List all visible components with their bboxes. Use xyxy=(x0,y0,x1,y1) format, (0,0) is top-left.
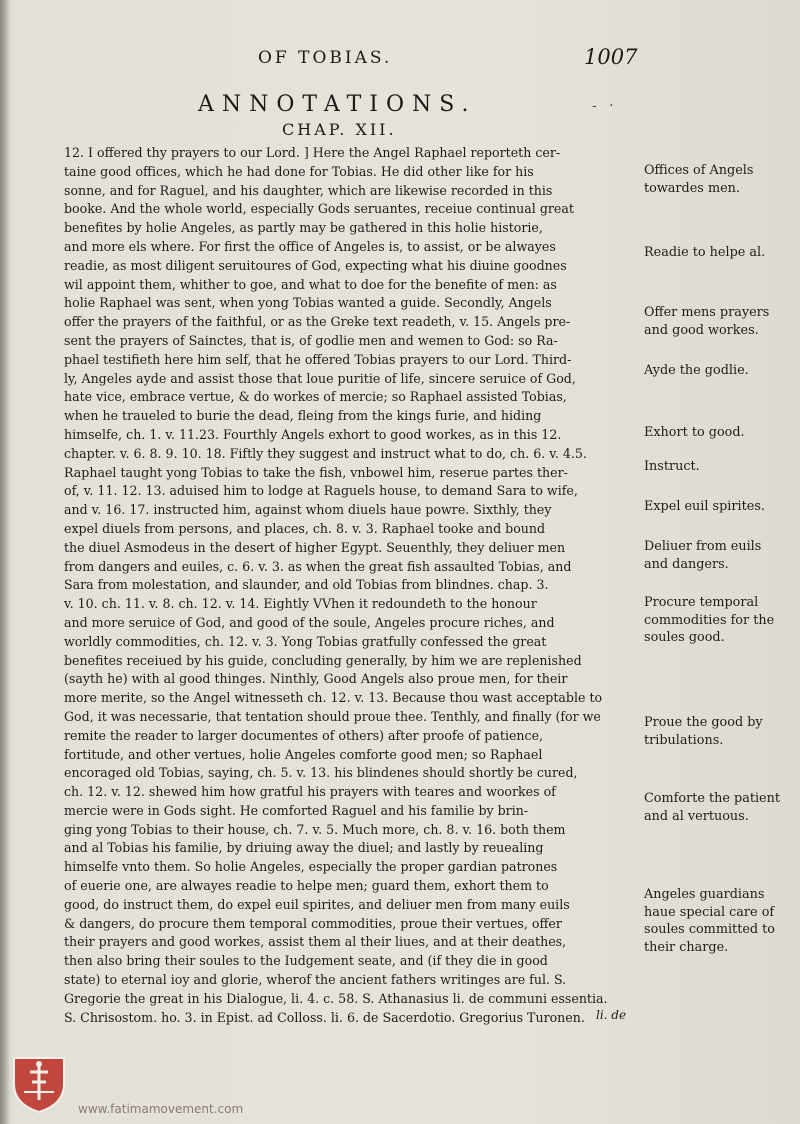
text-line: and more seruice of God, and good of the soule, Angeles procure riches, and xyxy=(64,614,555,630)
text-line: worldly commodities, ch. 12. v. 3. Yong Tobias gratfully confessed the great xyxy=(64,633,547,649)
text-line: their prayers and good workes, assist them al their liues, and at their deathes, xyxy=(64,934,567,950)
text-line: ging yong Tobias to their house, ch. 7. v. 5. Much more, ch. 8. v. 16. both them xyxy=(64,821,566,837)
text-line: Gregorie the great in his Dialogue, li. 4. c. 58. S. Athanasius li. de communi essentia. xyxy=(64,990,608,1006)
text-line: himselfe, ch. 1. v. 11.23. Fourthly Angels exhort to good workes, as in this 12. xyxy=(64,426,562,442)
text-line: Raphael taught yong Tobias to take the fish, vnbowel him, reserue partes ther- xyxy=(64,464,568,480)
text-line: mercie were in Gods sight. He comforted Raguel and his familie by brin- xyxy=(64,802,529,818)
side-note: Procure temporal commodities for the soules good. xyxy=(644,595,775,645)
text-line: and al Tobias his familie, by driuing away the diuel; and lastly by reuealing xyxy=(64,840,544,856)
text-line: chapter. v. 6. 8. 9. 10. 18. Fiftly they suggest and instruct what to do, ch. 6. v. 4.5. xyxy=(64,445,587,461)
text-line: then also bring their soules to the Iudgement seate, and (if they die in good xyxy=(64,953,548,969)
text-line: taine good offices, which he had done for Tobias. He did other like for his xyxy=(64,163,534,179)
page-number: 1007 xyxy=(584,45,638,69)
papal-crest-logo xyxy=(8,1052,70,1114)
side-note: Proue the good by tribulations. xyxy=(644,715,763,748)
text-line: when he traueled to burie the dead, fleing from the kings furie, and hiding xyxy=(64,408,542,424)
text-line: (sayth he) with al good thinges. Ninthly, Good Angels also proue men, for their xyxy=(64,671,568,687)
text-line: fortitude, and other vertues, holie Angeles comforte good men; so Raphael xyxy=(64,746,543,762)
text-line: good, do instruct them, do expel euil spirites, and deliuer men from many euils xyxy=(64,896,570,912)
gutter-shadow xyxy=(0,0,10,1124)
annotations-heading: ANNOTATIONS. xyxy=(198,92,477,117)
chapter-heading: CHAP. XII. xyxy=(282,120,397,139)
text-line: hate vice, embrace vertue, & do workes of mercie; so Raphael assisted Tobias, xyxy=(64,389,567,405)
text-line: the diuel Asmodeus in the desert of higher Egypt. Seuenthly, they deliuer men xyxy=(64,539,566,555)
text-line: sent the prayers of Sainctes, that is, of godlie men and wemen to God: so Ra- xyxy=(64,332,558,348)
text-line: & dangers, do procure them temporal commodities, proue their vertues, offer xyxy=(64,915,562,931)
text-line: remite the reader to larger documentes of others) after proofe of patience, xyxy=(64,727,544,743)
text-line: God, it was necessarie, that tentation should proue thee. Tenthly, and finally (for we xyxy=(64,708,601,724)
side-note: Deliuer from euils and dangers. xyxy=(644,539,762,572)
text-line: more merite, so the Angel witnesseth ch. 12. v. 13. Because thou wast acceptable to xyxy=(64,690,603,706)
text-line: wil appoint them, whither to goe, and what to doe for the benefite of men: as xyxy=(64,276,557,292)
text-line: ch. 12. v. 12. shewed him how gratful his prayers with teares and woorkes of xyxy=(64,784,556,800)
watermark-url[interactable]: www.fatimamovement.com xyxy=(78,1102,244,1116)
text-line: v. 10. ch. 11. v. 8. ch. 12. v. 14. Eightly VVhen it redoundeth to the honour xyxy=(64,596,537,612)
text-line: booke. And the whole world, especially Gods seruantes, receiue continual great xyxy=(64,201,574,217)
text-line: himselfe vnto them. So holie Angeles, especially the proper gardian patrones xyxy=(64,859,558,875)
text-line: expel diuels from persons, and places, ch. 8. v. 3. Raphael tooke and bound xyxy=(64,520,546,536)
text-line: holie Raphael was sent, when yong Tobias wanted a guide. Secondly, Angels xyxy=(64,295,552,311)
text-line: readie, as most diligent seruitoures of God, expecting what his diuine goodnes xyxy=(64,257,567,273)
text-line: phael testifieth here him self, that he offered Tobias prayers to our Lord. Third- xyxy=(64,351,572,367)
text-line: from dangers and euiles, c. 6. v. 3. as when the great fish assaulted Tobias, and xyxy=(64,558,572,574)
text-line: of, v. 11. 12. 13. aduised him to lodge at Raguels house, to demand Sara to wife, xyxy=(64,483,578,499)
text-line: 12. I offered thy prayers to our Lord. ] Here the Angel Raphael reporteth cer- xyxy=(64,145,561,160)
text-line: encoraged old Tobias, saying, ch. 5. v. 13. his blindenes should shortly be cured, xyxy=(64,765,578,781)
text-line: Sara from molestation, and slaunder, and old Tobias from blindnes. chap. 3. xyxy=(64,577,549,593)
side-note: Offices of Angels towardes men. xyxy=(644,163,754,196)
text-line: and v. 16. 17. instructed him, against whom diuels haue powre. Sixthly, they xyxy=(64,502,552,518)
side-note: Angeles guardians haue special care of soules committed to their charge. xyxy=(644,887,776,955)
side-note: Exhort to good. xyxy=(644,425,745,440)
text-line: S. Chrisostom. ho. 3. in Epist. ad Colloss. li. 6. de Sacerdotio. Gregorius Turonen. xyxy=(64,1009,585,1025)
side-note: Expel euil spirites. xyxy=(644,499,765,514)
text-line: benefites by holie Angeles, as partly may be gathered in this holie historie, xyxy=(64,220,543,236)
heading-mark: - · xyxy=(592,98,618,114)
text-line: ly, Angeles ayde and assist those that loue puritie of life, sincere seruice of God, xyxy=(64,370,576,386)
text-line: of euerie one, are alwayes readie to helpe men; guard them, exhort them to xyxy=(64,878,549,894)
side-note: Instruct. xyxy=(644,459,700,474)
catchword: li. de xyxy=(596,1008,627,1022)
text-line: offer the prayers of the faithful, or as the Greke text readeth, v. 15. Angels pre- xyxy=(64,314,571,330)
side-note: Offer mens prayers and good workes. xyxy=(644,305,770,338)
text-line: sonne, and for Raguel, and his daughter, which are likewise recorded in this xyxy=(64,182,553,198)
text-line: benefites receiued by his guide, concluding generally, by him we are replenished xyxy=(64,652,582,668)
side-note: Comforte the patient and al vertuous. xyxy=(644,791,781,824)
side-note: Ayde the godlie. xyxy=(644,363,749,378)
annotation-text xyxy=(64,144,638,1027)
text-line: state) to eternal ioy and glorie, wherof the ancient fathers writinges are ful. S. xyxy=(64,972,567,988)
text-line: and more els where. For first the office of Angeles is, to assist, or be alwayes xyxy=(64,238,556,254)
side-note: Readie to helpe al. xyxy=(644,245,766,260)
running-head: OF TOBIAS. xyxy=(258,48,393,68)
